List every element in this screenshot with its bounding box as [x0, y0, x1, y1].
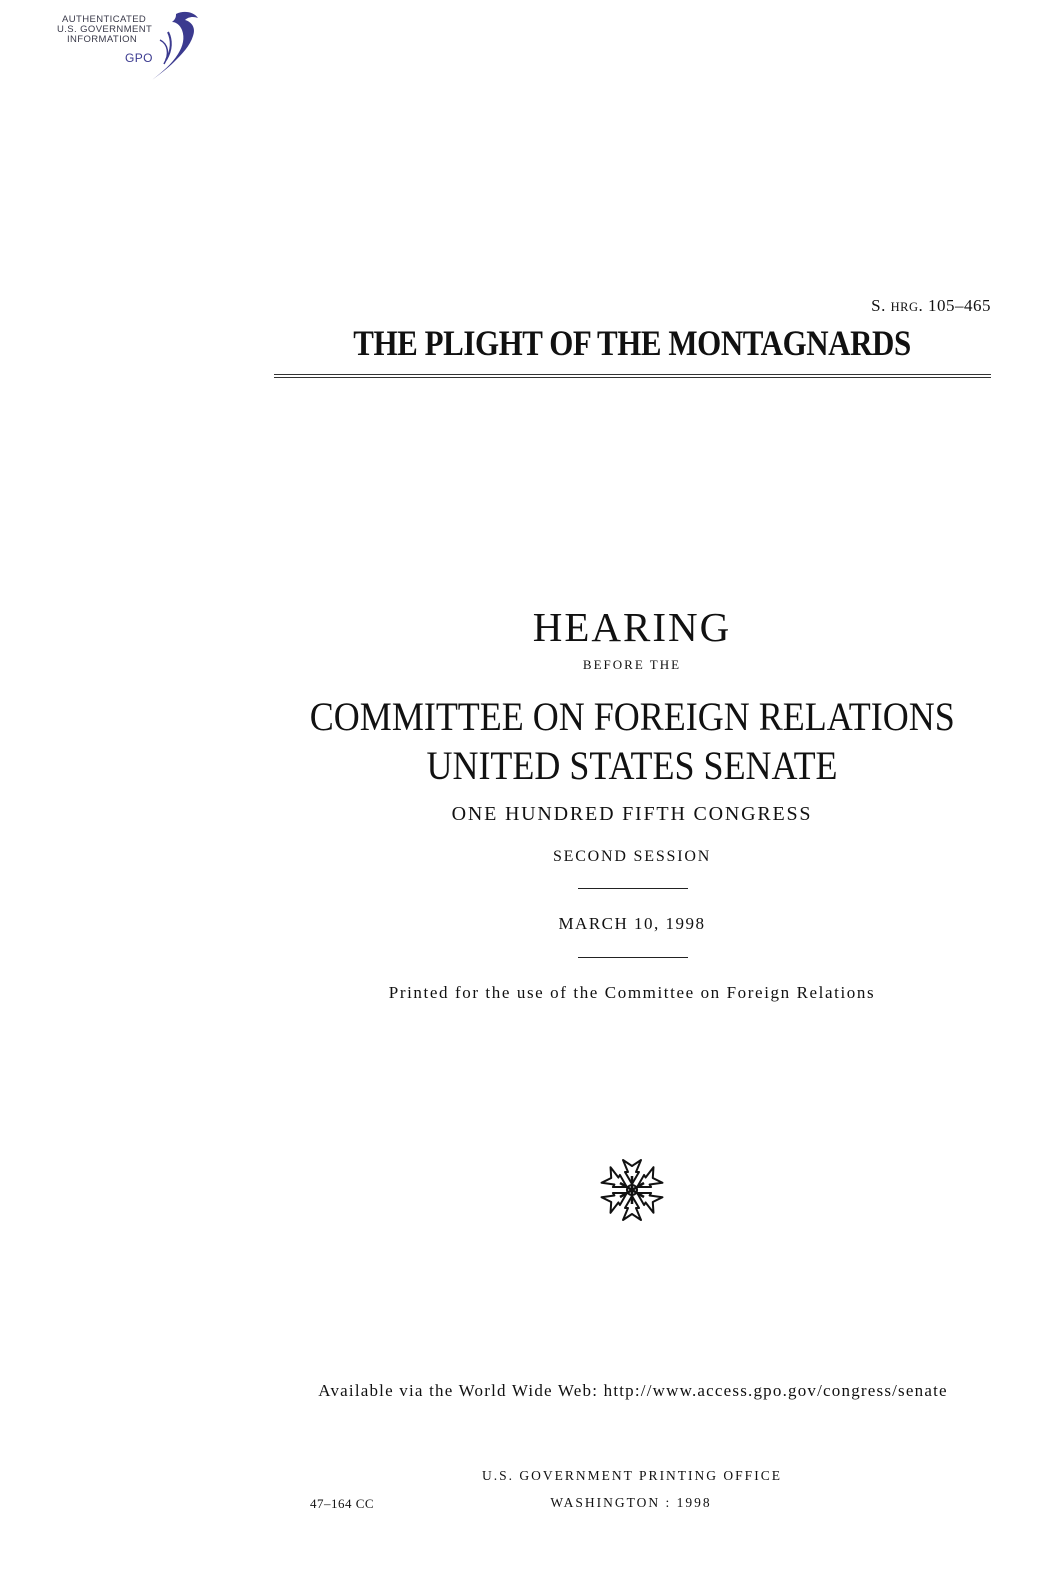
hearing-date: MARCH 10, 1998 [558, 914, 706, 933]
flower-ornament-icon [594, 1152, 670, 1228]
place-and-year: WASHINGTON : 1998 [550, 1495, 712, 1510]
logo-text-authenticated: AUTHENTICATED [62, 14, 147, 25]
before-the-text: BEFORE THE [582, 657, 682, 672]
web-availability-text: Available via the World Wide Web: http://www.access.gpo.gov/congress/senate [318, 1381, 948, 1400]
printing-office-text: U.S. GOVERNMENT PRINTING OFFICE [482, 1468, 782, 1483]
session-text: SECOND SESSION [552, 848, 712, 865]
senate-name: UNITED STATES SENATE [426, 743, 838, 788]
printed-for-text: Printed for the use of the Committee on Foreign Relations [388, 983, 876, 1002]
title-double-rule [274, 374, 991, 378]
gpo-authenticated-logo [48, 10, 213, 85]
hearing-number-abbrev: HRG [890, 300, 919, 314]
hearing-number-value: . 105–465 [918, 296, 991, 315]
document-title: THE PLIGHT OF THE MONTAGNARDS [353, 323, 911, 363]
committee-name: COMMITTEE ON FOREIGN RELATIONS [309, 694, 955, 739]
logo-text-us-government: U.S. GOVERNMENT [57, 24, 153, 35]
congress-text: ONE HUNDRED FIFTH CONGRESS [451, 803, 813, 825]
divider-rule [578, 888, 688, 889]
divider-rule [578, 957, 688, 958]
hearing-number-prefix: S. [871, 296, 891, 315]
eagle-icon [138, 10, 208, 85]
hearing-heading: HEARING [532, 604, 732, 650]
logo-text-gpo: GPO [125, 51, 153, 65]
job-number: 47–164 CC [310, 1496, 375, 1511]
logo-text-information: INFORMATION [67, 34, 138, 45]
hearing-number [871, 296, 991, 316]
